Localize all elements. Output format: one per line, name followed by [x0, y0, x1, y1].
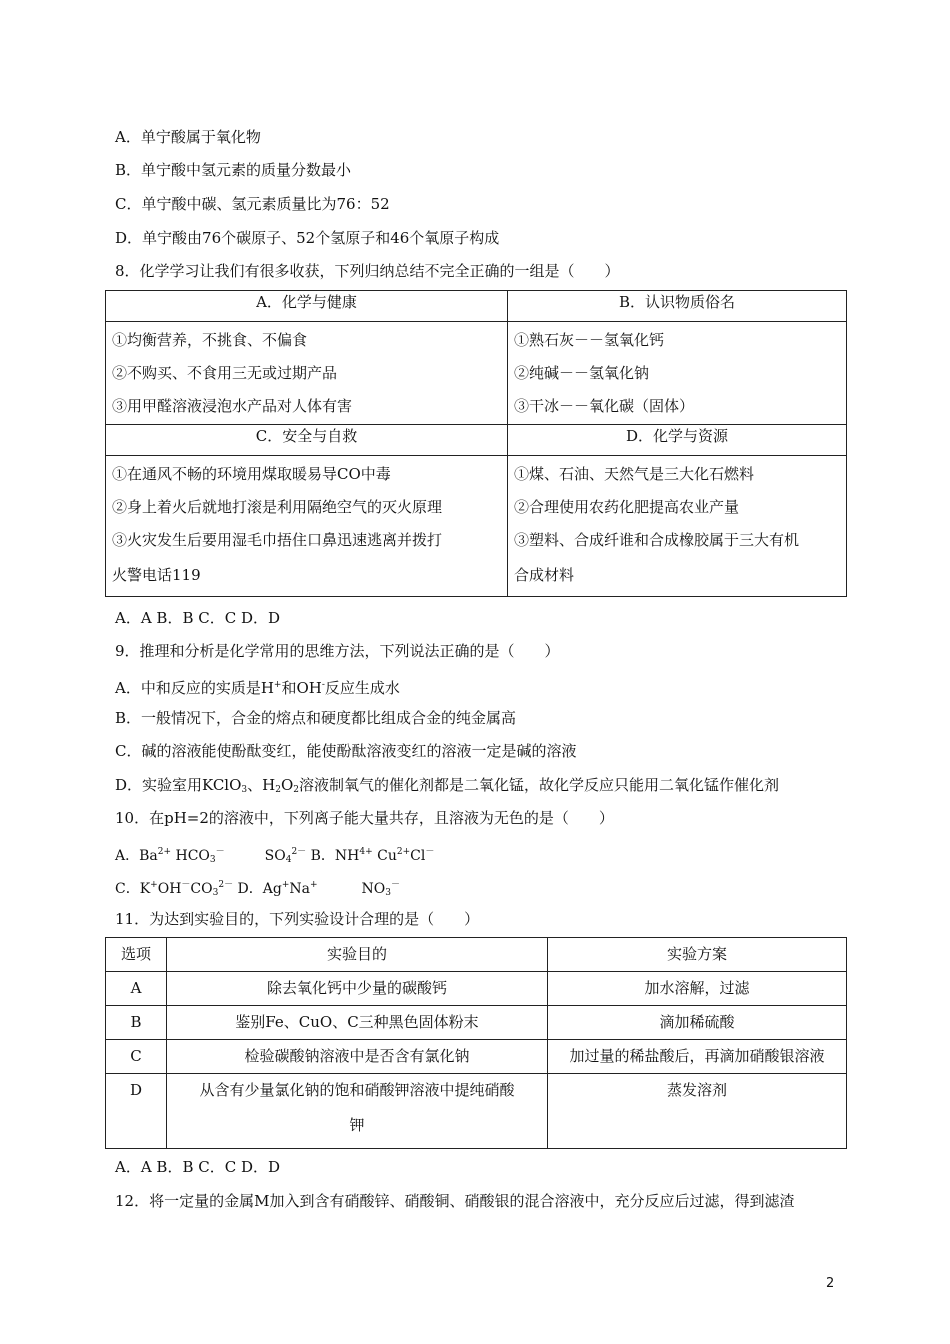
- page-number: 2: [826, 1276, 835, 1291]
- q10-options-line-2: C．$K^+OH^-CO_3^{2-}$ D．Ag+Na+ $NO_3^-$: [115, 880, 401, 898]
- q8-d-item-1: ①煤、石油、天然气是三大化石燃料: [514, 465, 755, 483]
- q8-table: [105, 290, 847, 597]
- q8-c-title: C．安全与自救: [106, 425, 508, 456]
- q11-row-c-goal: 检验碳酸钠溶液中是否含有氯化钠: [167, 1040, 548, 1074]
- q11-header-plan: 实验方案: [548, 938, 847, 972]
- q8-d-cell: [508, 456, 847, 597]
- table-row: [106, 1040, 847, 1074]
- q9-option-d: D．实验室用KClO$_3$、$H_2O_2$溶液制氧气的催化剂都是二氧化锰，故化学反应只能用二氧化锰作催化剂: [115, 776, 780, 795]
- table-row: [106, 1074, 847, 1149]
- q7-option-b: B．单宁酸中氢元素的质量分数最小: [115, 161, 352, 179]
- q7-option-a: A．单宁酸属于氧化物: [115, 128, 261, 146]
- q10-stem: 10．在pH=2的溶液中，下列离子能大量共存，且溶液为无色的是（ ）: [115, 809, 614, 827]
- q11-row-d-option: D: [106, 1074, 167, 1149]
- q8-b-item-2: ②纯碱－－氢氧化钠: [514, 364, 650, 382]
- q11-header-option: 选项: [106, 938, 167, 972]
- q7-option-d: D．单宁酸由76个碳原子、52个氢原子和46个氧原子构成: [115, 229, 500, 247]
- q11-stem: 11．为达到实验目的，下列实验设计合理的是（ ）: [115, 910, 480, 928]
- q8-d-item-4: 合成材料: [514, 566, 575, 584]
- q12-stem: 12．将一定量的金属M加入到含有硝酸锌、硝酸铜、硝酸银的混合溶液中，充分反应后过滤，得到滤渣: [115, 1192, 795, 1210]
- q8-c-item-1: ①在通风不畅的环境用煤取暖易导CO中毒: [112, 465, 391, 483]
- q8-a-item-3: ③用甲醛溶液浸泡水产品对人体有害: [112, 397, 353, 415]
- q8-d-item-2: ②合理使用农药化肥提高农业产量: [514, 498, 740, 516]
- q11-row-d-goal-line-1: 从含有少量氯化钠的饱和硝酸钾溶液中提纯硝酸: [199, 1081, 515, 1099]
- table-row: [106, 972, 847, 1006]
- q8-a-item-2: ②不购买、不食用三无或过期产品: [112, 364, 338, 382]
- table-row: [106, 1006, 847, 1040]
- q8-b-item-3: ③干冰－－氧化碳（固体）: [514, 397, 695, 415]
- q11-row-d-goal: [167, 1074, 548, 1149]
- q8-answer-options: A．A B．B C．C D．D: [115, 609, 281, 627]
- q11-row-c-plan: 加过量的稀盐酸后，再滴加硝酸银溶液: [548, 1040, 847, 1074]
- q11-row-b-option: B: [106, 1006, 167, 1040]
- q8-a-item-1: ①均衡营养，不挑食、不偏食: [112, 331, 308, 349]
- q8-c-cell: [106, 456, 508, 597]
- q11-row-a-option: A: [106, 972, 167, 1006]
- q11-row-a-plan: 加水溶解，过滤: [548, 972, 847, 1006]
- q11-row-a-goal: 除去氧化钙中少量的碳酸钙: [167, 972, 548, 1006]
- q9-option-a: A．中和反应的实质是H+和OH-反应生成水: [115, 679, 400, 697]
- q8-c-item-3: ③火灾发生后要用湿毛巾捂住口鼻迅速逃离并拨打: [112, 531, 443, 549]
- q11-row-b-goal: 鉴别Fe、CuO、C三种黑色固体粉末: [167, 1006, 548, 1040]
- q8-b-title: B．认识物质俗名: [508, 291, 847, 322]
- q11-row-d-plan: 蒸发溶剂: [548, 1074, 847, 1149]
- q11-answer-options: A．A B．B C．C D．D: [115, 1158, 281, 1176]
- q8-b-item-1: ①熟石灰－－氢氧化钙: [514, 331, 665, 349]
- q11-row-d-goal-line-2: 钾: [349, 1116, 365, 1134]
- q11-row-c-option: C: [106, 1040, 167, 1074]
- q9-stem: 9．推理和分析是化学常用的思维方法，下列说法正确的是（ ）: [115, 642, 560, 660]
- q8-d-item-3: ③塑料、合成纤谁和合成橡胶属于三大有机: [514, 531, 800, 549]
- q8-b-cell: [508, 322, 847, 425]
- q8-d-title: D．化学与资源: [508, 425, 847, 456]
- q8-stem: 8．化学学习让我们有很多收获，下列归纳总结不完全正确的一组是（ ）: [115, 262, 620, 280]
- q8-a-title: A．化学与健康: [106, 291, 508, 322]
- q11-table: [105, 937, 847, 1149]
- q8-a-cell: [106, 322, 508, 425]
- q8-c-item-2: ②身上着火后就地打滚是利用隔绝空气的灭火原理: [112, 498, 443, 516]
- q9-option-c: C．碱的溶液能使酚酞变红，能使酚酞溶液变红的溶液一定是碱的溶液: [115, 742, 577, 760]
- q8-c-item-4: 火警电话119: [112, 566, 201, 584]
- q11-row-b-plan: 滴加稀硫酸: [548, 1006, 847, 1040]
- q7-option-c: C．单宁酸中碳、氢元素质量比为76：52: [115, 195, 390, 213]
- q11-header-goal: 实验目的: [167, 938, 548, 972]
- q9-option-b: B．一般情况下，合金的熔点和硬度都比组成合金的纯金属高: [115, 709, 517, 727]
- q10-options-line-1: A．$Ba^{2+}$ $HCO_3^-$ $SO_4^{2-}$ B．$NH^{4+}$ $Cu^{2+}Cl^-$: [115, 847, 435, 865]
